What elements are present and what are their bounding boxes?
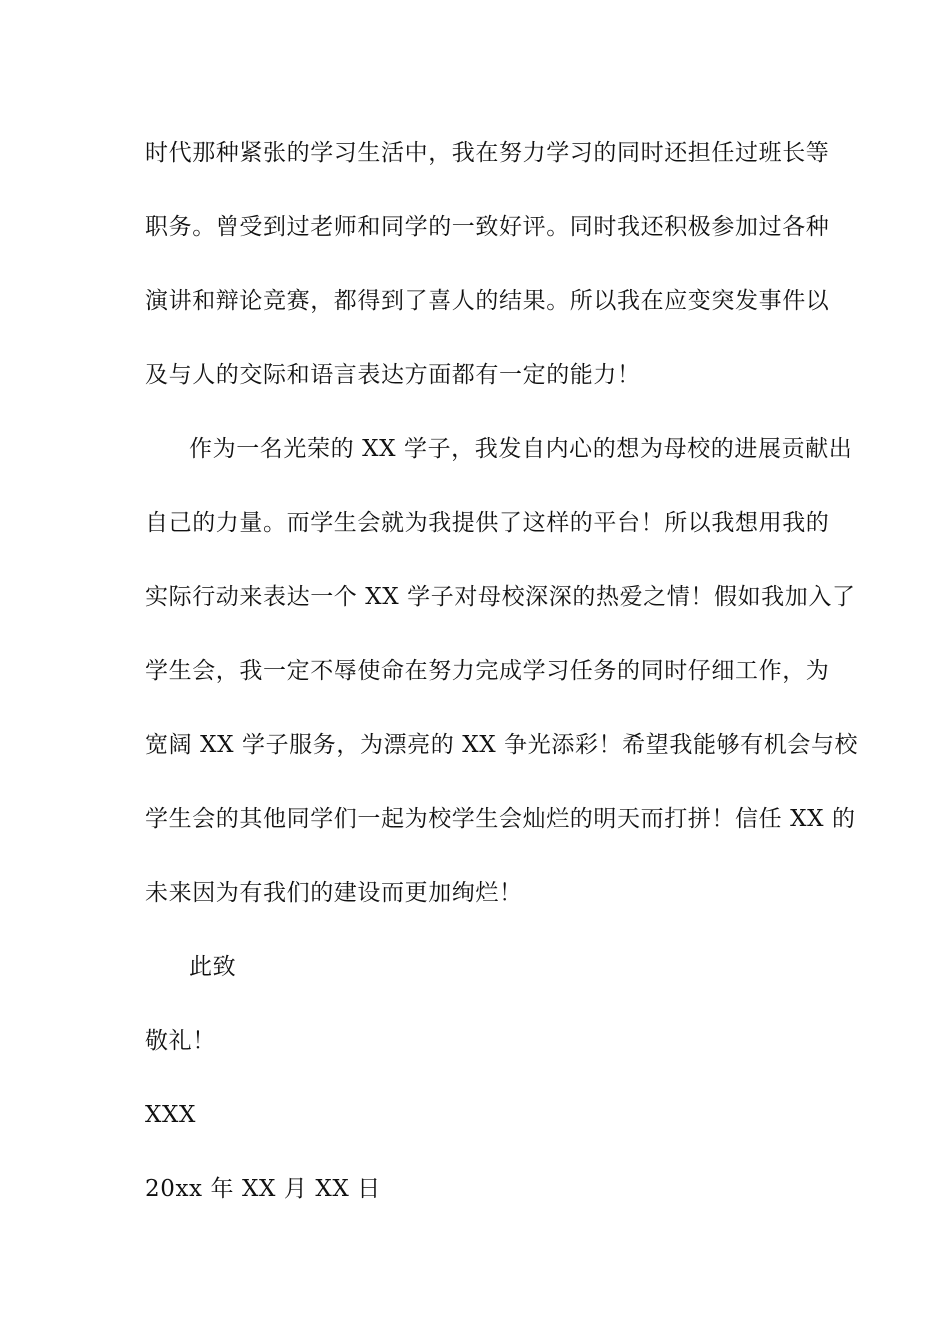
paragraph-line: 宽阔 XX 学子服务，为漂亮的 XX 争光添彩！希望我能够有机会与校 xyxy=(145,732,859,758)
paragraph-line: 学生会，我一定不辱使命在努力完成学习任务的同时仔细工作，为 xyxy=(145,658,830,684)
paragraph-line: 实际行动来表达一个 XX 学子对母校深深的热爱之情！假如我加入了 xyxy=(145,584,856,610)
signature-text: XXX xyxy=(145,1102,196,1128)
paragraph-line: 演讲和辩论竞赛，都得到了喜人的结果。所以我在应变突发事件以 xyxy=(145,288,830,314)
paragraph-line: 自己的力量。而学生会就为我提供了这样的平台！所以我想用我的 xyxy=(145,510,830,536)
paragraph-line: 未来因为有我们的建设而更加绚烂！ xyxy=(145,880,523,906)
paragraph-line: 作为一名光荣的 XX 学子，我发自内心的想为母校的进展贡献出 xyxy=(189,436,853,462)
date-text: 20xx 年 XX 月 XX 日 xyxy=(145,1176,381,1202)
paragraph-line: 职务。曾受到过老师和同学的一致好评。同时我还积极参加过各种 xyxy=(145,214,830,240)
paragraph-line: 及与人的交际和语言表达方面都有一定的能力！ xyxy=(145,362,641,388)
paragraph-line: 学生会的其他同学们一起为校学生会灿烂的明天而打拼！信任 XX 的 xyxy=(145,806,856,832)
paragraph-line: 时代那种紧张的学习生活中，我在努力学习的同时还担任过班长等 xyxy=(145,140,830,166)
closing-text: 此致 xyxy=(189,954,237,980)
salutation-text: 敬礼！ xyxy=(145,1028,216,1054)
